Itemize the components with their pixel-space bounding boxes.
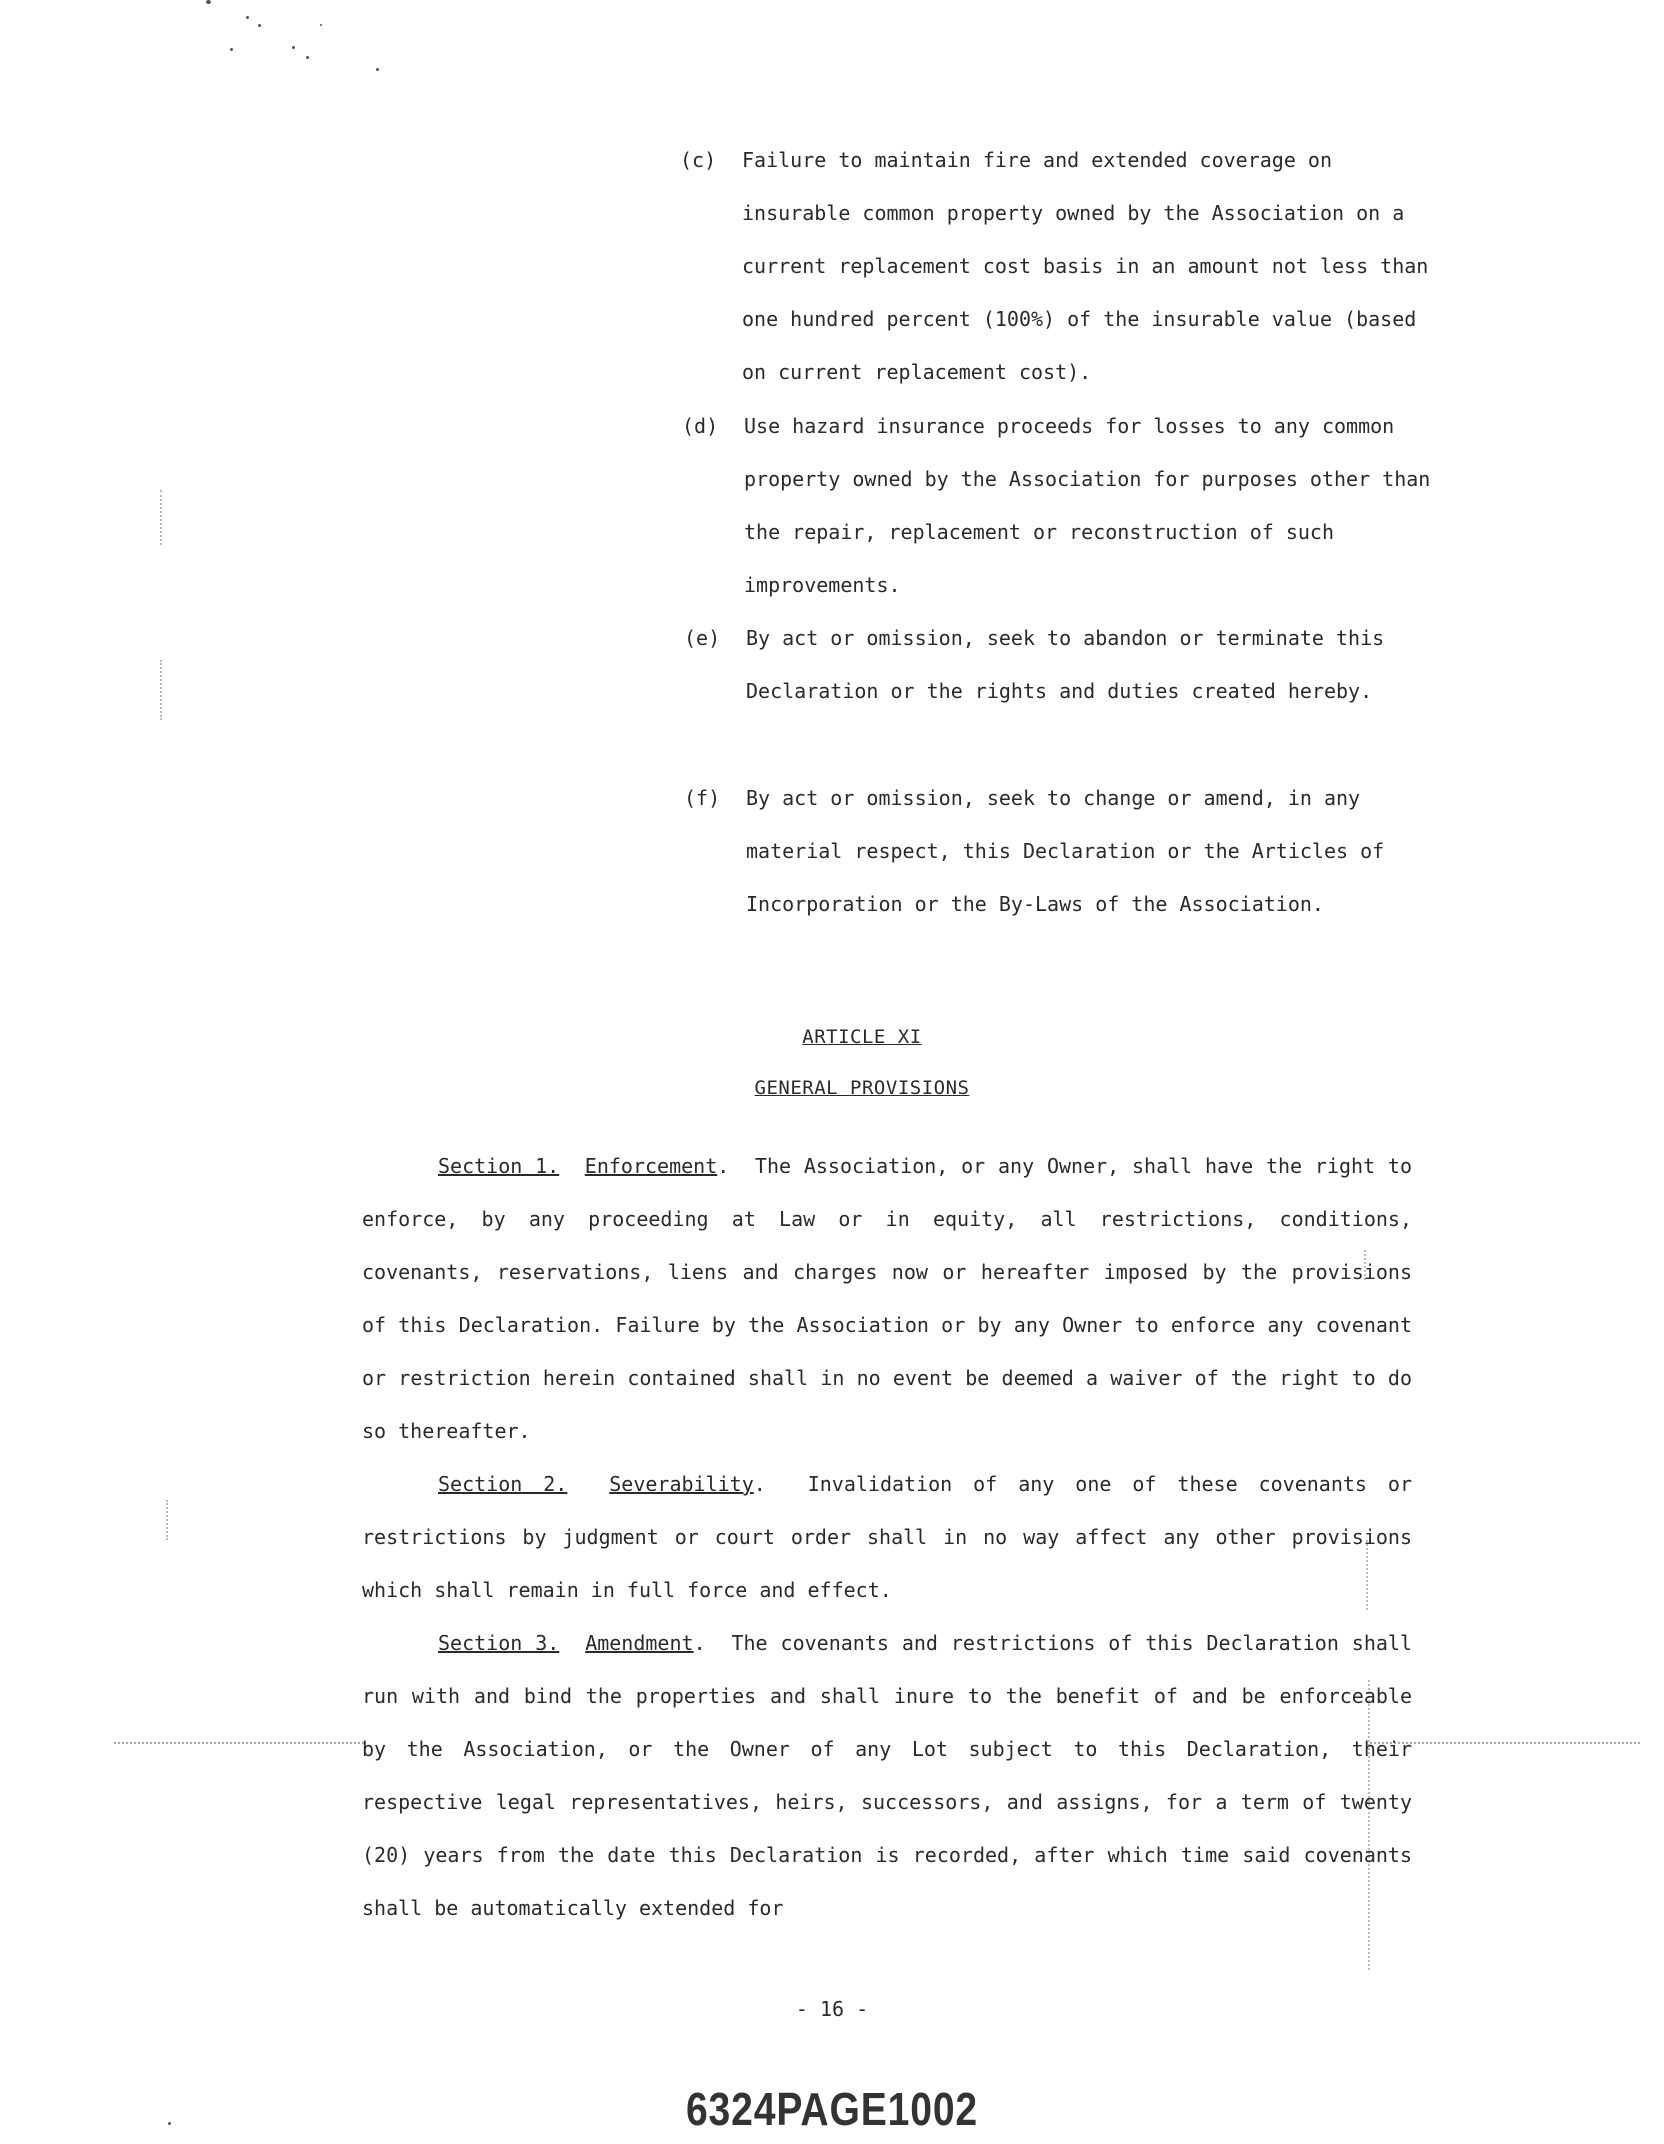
section-number: Section 2. bbox=[438, 1472, 568, 1496]
scan-margin-mark bbox=[160, 490, 162, 545]
section-title: Severability bbox=[609, 1472, 754, 1496]
section-text: The Association, or any Owner, shall have the right to enforce, by any proceeding at Law or in equity, all restrictions, conditions, covenants, reservations, liens and charges now or hereafter imposed by the provisions of this Declaration. Failure by the Association or by any Owner to enforce any covenant or restriction herein contained shall in no event be deemed a waiver of the right to do so thereafter. bbox=[362, 1154, 1412, 1443]
section-title: Amendment bbox=[585, 1631, 694, 1655]
sections-body bbox=[362, 1140, 1412, 1935]
list-item-text: By act or omission, seek to abandon or terminate this Declaration or the rights and duties created hereby. bbox=[746, 626, 1385, 703]
section-text: Invalidation of any one of these covenants or restrictions by judgment or court order shall in no way affect any other provisions which shall remain in full force and effect. bbox=[362, 1472, 1412, 1602]
section-3: Section 3. Amendment. The covenants and restrictions of this Declaration shall run with and bind the properties and shall inure to the benefit of and be enforceable by the Association, or the Owner of any Lot subject to this Declaration, their respective legal representatives, heirs, successors, and assigns, for a term of twenty (20) years from the date this Declaration is recorded, after which time said covenants shall be automatically extended for bbox=[362, 1631, 1412, 1920]
recording-stamp: 6324PAGE1002 bbox=[685, 2083, 979, 2135]
list-item-text: Use hazard insurance proceeds for losses to any common property owned by the Association for purposes other than the repair, replacement or reconstruction of such improvements. bbox=[744, 414, 1431, 597]
section-2: Section 2. Severability. Invalidation of any one of these covenants or restrictions by judgment or court order shall in no way affect any other provisions which shall remain in full force and effect. bbox=[362, 1472, 1412, 1602]
list-item-e bbox=[680, 612, 1440, 772]
list-item-letter: (d) bbox=[682, 414, 719, 438]
scan-speck bbox=[206, 0, 211, 4]
scan-speck bbox=[376, 68, 379, 71]
article-number: ARTICLE XI bbox=[802, 1026, 922, 1048]
section-1: Section 1. Enforcement. The Association, or any Owner, shall have the right to enforce, by any proceeding at Law or in equity, all restrictions, conditions, covenants, reservations, liens and charges now or hereafter imposed by the provisions of this Declaration. Failure by the Association or by any Owner to enforce any covenant or restriction herein contained shall in no event be deemed a waiver of the right to do so thereafter. bbox=[362, 1154, 1412, 1443]
page-number: - 16 - bbox=[795, 1997, 869, 2021]
list-item-d bbox=[680, 400, 1440, 612]
scan-speck bbox=[306, 56, 309, 59]
scan-speck bbox=[168, 2122, 171, 2125]
list-item-c bbox=[680, 134, 1440, 399]
scan-speck bbox=[292, 46, 295, 49]
section-number: Section 1. bbox=[438, 1154, 560, 1178]
section-title: Enforcement bbox=[584, 1154, 718, 1178]
scan-margin-mark bbox=[166, 1500, 168, 1540]
list-item-letter: (e) bbox=[684, 626, 721, 650]
list-item-text: By act or omission, seek to change or amend, in any material respect, this Declaration or the Articles of Incorporation or the By-Laws of the Association. bbox=[746, 786, 1385, 916]
scan-margin-mark bbox=[160, 660, 162, 720]
list-item-letter: (c) bbox=[680, 148, 717, 172]
scan-speck bbox=[258, 24, 261, 27]
scan-fold-line bbox=[114, 1742, 364, 1744]
scan-speck bbox=[230, 48, 233, 51]
list-item-text: Failure to maintain fire and extended coverage on insurable common property owned by the Association on a current replacement cost basis in an amount not less than one hundred percent (100%) of the insurable value (based on current replacement cost). bbox=[742, 148, 1429, 384]
scan-speck bbox=[246, 16, 249, 19]
article-title: GENERAL PROVISIONS bbox=[754, 1077, 970, 1099]
list-item-f bbox=[680, 772, 1440, 984]
list-item-letter: (f) bbox=[684, 786, 721, 810]
scan-speck bbox=[320, 24, 322, 26]
section-number: Section 3. bbox=[438, 1631, 560, 1655]
section-text: The covenants and restrictions of this Declaration shall run with and bind the properties and shall inure to the benefit of and be enforceable by the Association, or the Owner of any Lot subject to this Declaration, their respective legal representatives, heirs, successors, and assigns, for a term of twenty (20) years from the date this Declaration is recorded, after which time said covenants shall be automatically extended for bbox=[362, 1631, 1412, 1920]
